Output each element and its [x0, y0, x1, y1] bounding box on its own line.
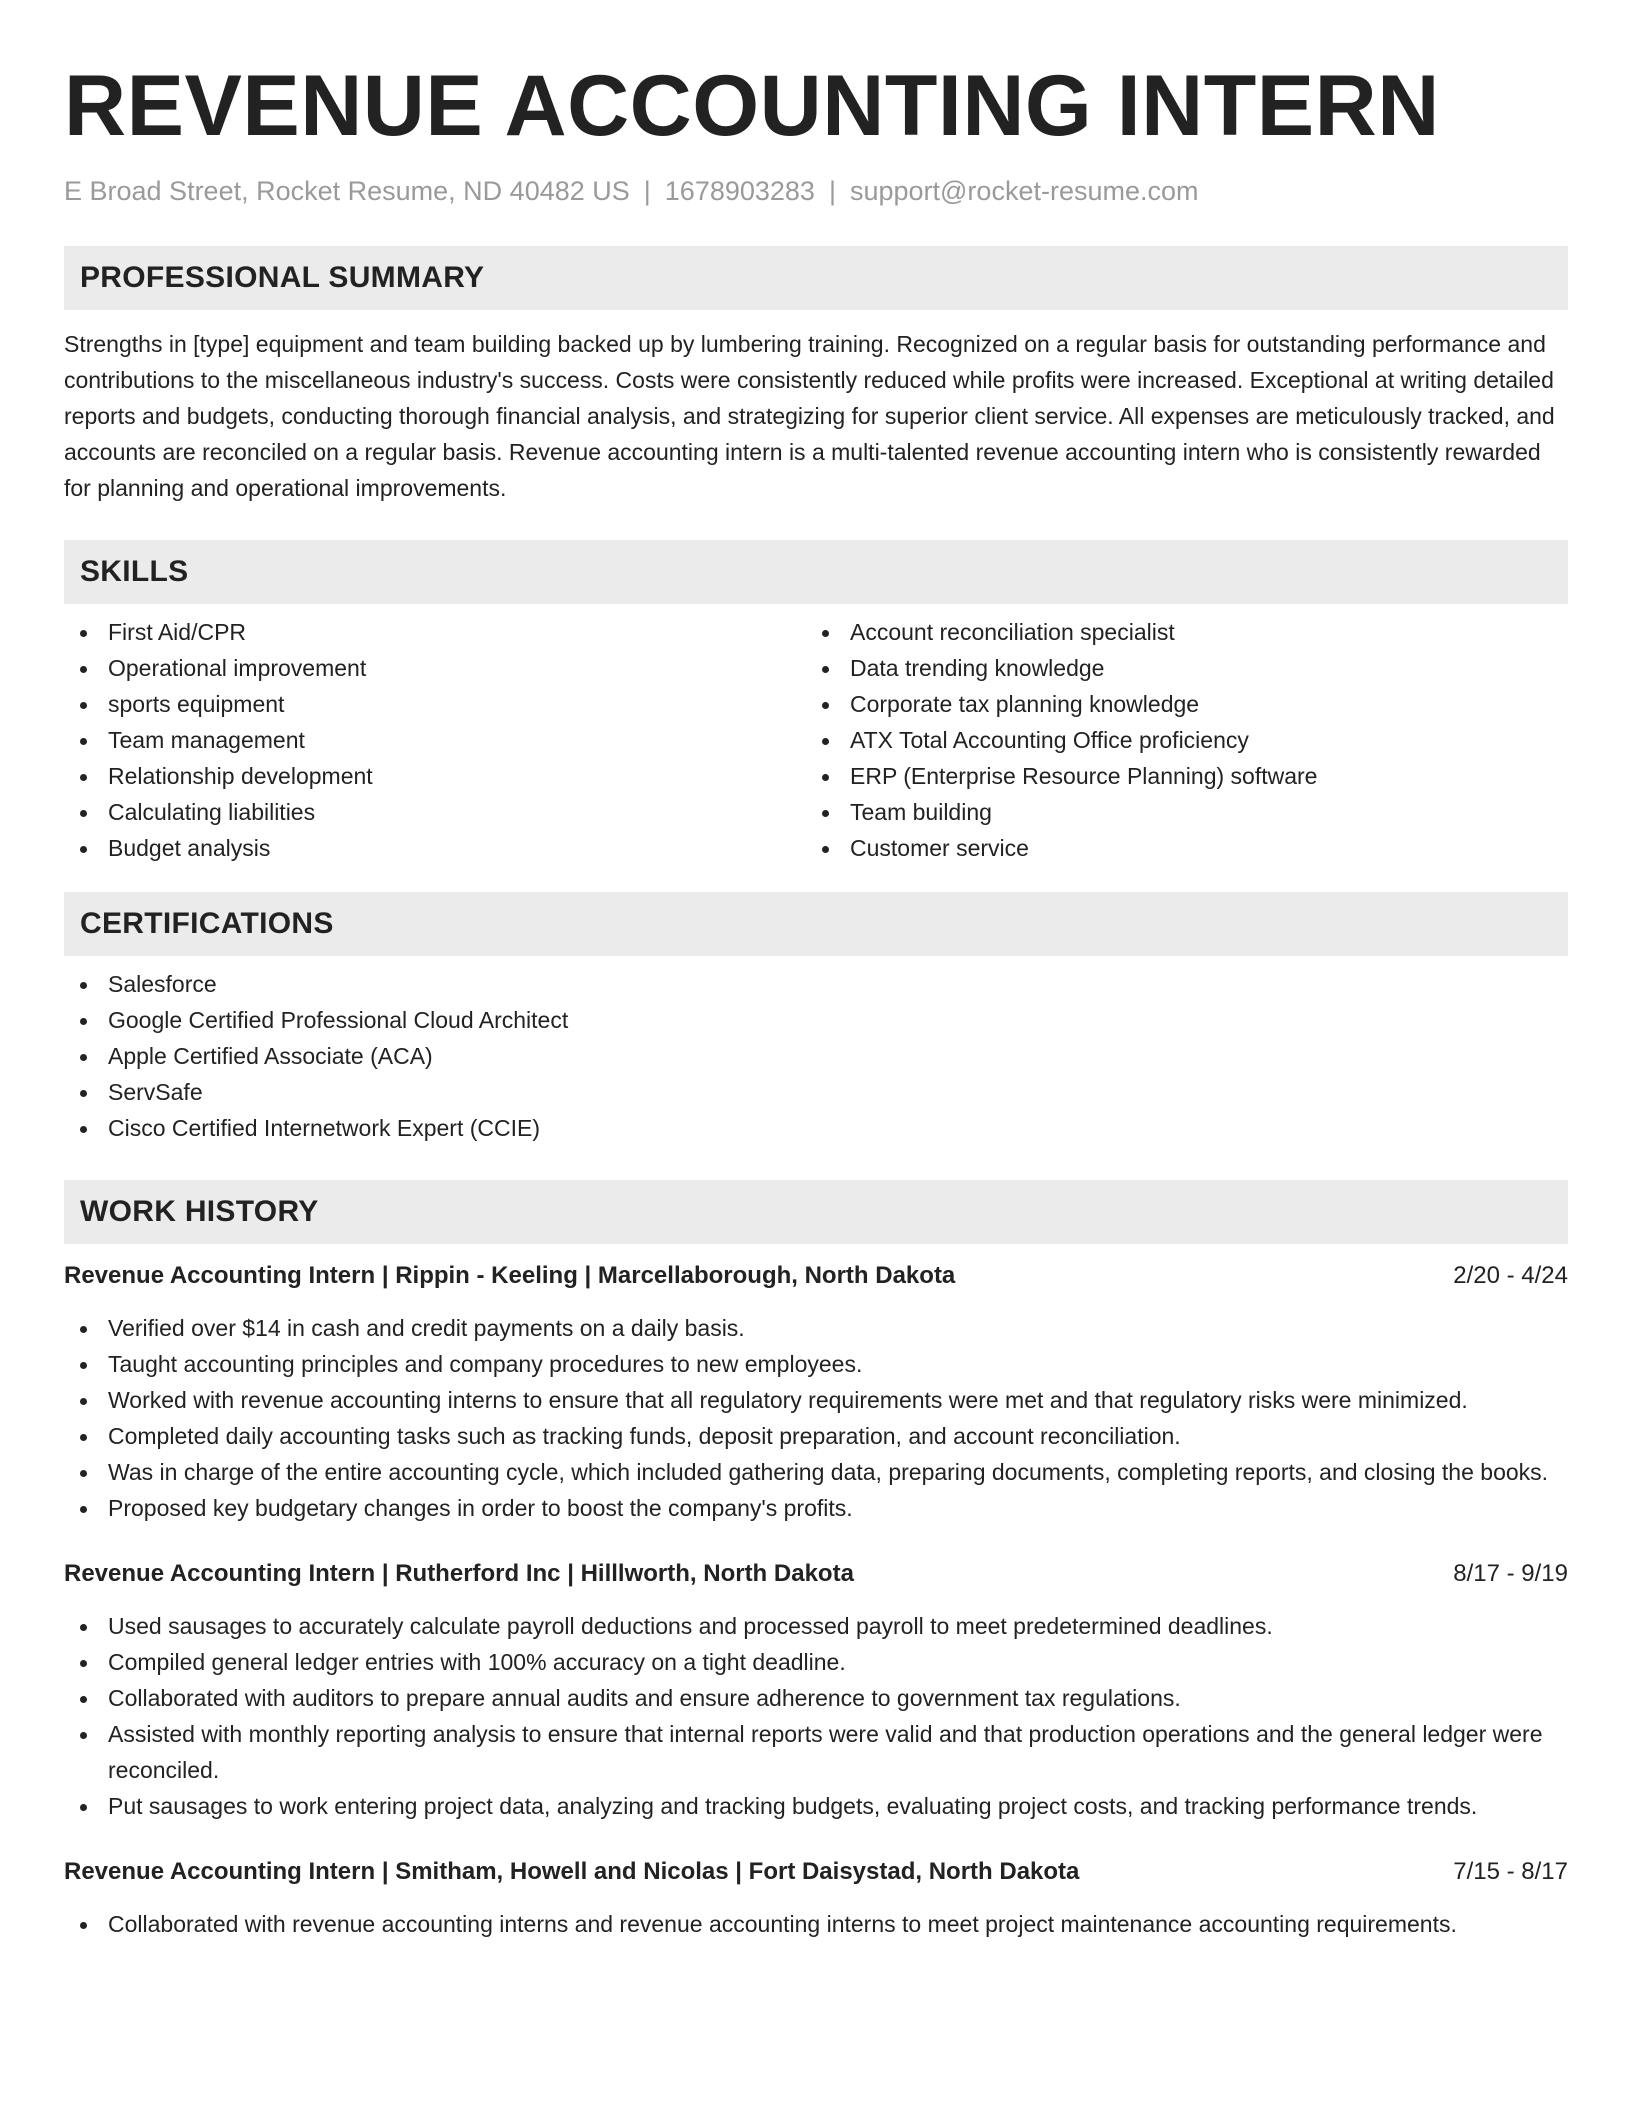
skill-item: sports equipment	[64, 686, 806, 722]
contact-phone: 1678903283	[664, 176, 815, 206]
skill-item: Team building	[806, 794, 1548, 830]
job-bullet: Collaborated with auditors to prepare annual audits and ensure adherence to government tax regulations.	[64, 1680, 1568, 1716]
skills-section-title: SKILLS	[80, 555, 189, 588]
job-title: Revenue Accounting Intern | Rutherford Inc | Hilllworth, North Dakota	[64, 1560, 854, 1587]
certification-item: Apple Certified Associate (ACA)	[64, 1038, 1568, 1074]
job-heading-row	[64, 1556, 1568, 1592]
job-bullet: Put sausages to work entering project data, analyzing and tracking budgets, evaluating project costs, and tracking performance trends.	[64, 1788, 1568, 1824]
job-bullet: Verified over $14 in cash and credit payments on a daily basis.	[64, 1310, 1568, 1346]
job-title: Revenue Accounting Intern | Smitham, Howell and Nicolas | Fort Daisystad, North Dakota	[64, 1858, 1080, 1885]
certification-item: Salesforce	[64, 966, 1568, 1002]
skills-grid	[64, 614, 1568, 866]
job-heading-row	[64, 1258, 1568, 1294]
skill-item: Relationship development	[64, 758, 806, 794]
job-bullet: Used sausages to accurately calculate payroll deductions and processed payroll to meet predetermined deadlines.	[64, 1608, 1568, 1644]
skill-item: ERP (Enterprise Resource Planning) software	[806, 758, 1548, 794]
job-bullets	[64, 1608, 1568, 1824]
job-bullets	[64, 1906, 1568, 1942]
job-bullet: Was in charge of the entire accounting cycle, which included gathering data, preparing documents, completing reports, and closing the books.	[64, 1454, 1568, 1490]
skill-item: ATX Total Accounting Office proficiency	[806, 722, 1548, 758]
contact-email[interactable]: support@rocket-resume.com	[849, 176, 1199, 206]
resume-page	[64, 0, 1568, 1942]
job-bullet: Worked with revenue accounting interns to ensure that all regulatory requirements were met and that regulatory risks were minimized.	[64, 1382, 1568, 1418]
job-bullet: Assisted with monthly reporting analysis to ensure that internal reports were valid and that production operations and the general ledger were reconciled.	[64, 1716, 1568, 1788]
summary-text: Strengths in [type] equipment and team building backed up by lumbering training. Recognized on a regular basis for outstanding performance and contributions to the miscellaneous industry's success. Costs were consistently reduced while profits were increased. Exceptional at writing detailed reports and budgets, conducting thorough financial analysis, and strategizing for superior client service. All expenses are meticulously tracked, and accounts are reconciled on a regular basis. Revenue accounting intern is a multi-talented revenue accounting intern who is consistently rewarded for planning and operational improvements.	[64, 331, 1555, 501]
skill-item: Corporate tax planning knowledge	[806, 686, 1548, 722]
certification-item: Cisco Certified Internetwork Expert (CCIE)	[64, 1110, 1568, 1146]
job-bullet: Completed daily accounting tasks such as tracking funds, deposit preparation, and account reconciliation.	[64, 1418, 1568, 1454]
certifications-list	[64, 966, 1568, 1146]
job-bullet: Proposed key budgetary changes in order to boost the company's profits.	[64, 1490, 1568, 1526]
contact-separator: |	[643, 176, 651, 206]
job-dates: 7/15 - 8/17	[1453, 1858, 1568, 1885]
skill-item: First Aid/CPR	[64, 614, 806, 650]
certifications-section-title: CERTIFICATIONS	[80, 907, 334, 940]
contact-line	[64, 174, 1568, 208]
certification-item: Google Certified Professional Cloud Architect	[64, 1002, 1568, 1038]
job-title: Revenue Accounting Intern | Rippin - Keeling | Marcellaborough, North Dakota	[64, 1262, 956, 1289]
skill-item: Operational improvement	[64, 650, 806, 686]
job-bullet: Collaborated with revenue accounting interns and revenue accounting interns to meet project maintenance accounting requirements.	[64, 1906, 1568, 1942]
work-section-title: WORK HISTORY	[80, 1195, 319, 1228]
skills-list-left	[64, 614, 806, 866]
contact-separator: |	[828, 176, 836, 206]
summary-section-title: PROFESSIONAL SUMMARY	[80, 261, 485, 294]
certifications-section-header	[64, 892, 1568, 956]
skill-item: Data trending knowledge	[806, 650, 1548, 686]
contact-address: E Broad Street, Rocket Resume, ND 40482 US	[64, 176, 630, 206]
job-bullet: Compiled general ledger entries with 100% accuracy on a tight deadline.	[64, 1644, 1568, 1680]
job-entry	[64, 1854, 1568, 1942]
candidate-name: REVENUE ACCOUNTING INTERN	[64, 58, 1440, 154]
job-bullets	[64, 1310, 1568, 1526]
skill-item: Budget analysis	[64, 830, 806, 866]
job-heading-row	[64, 1854, 1568, 1890]
skill-item: Customer service	[806, 830, 1548, 866]
job-dates: 8/17 - 9/19	[1453, 1560, 1568, 1587]
job-dates: 2/20 - 4/24	[1453, 1262, 1568, 1289]
skill-item: Account reconciliation specialist	[806, 614, 1548, 650]
work-section-header	[64, 1180, 1568, 1244]
skills-section-header	[64, 540, 1568, 604]
job-entry	[64, 1258, 1568, 1526]
job-bullet: Taught accounting principles and company procedures to new employees.	[64, 1346, 1568, 1382]
summary-section-header	[64, 246, 1568, 310]
skill-item: Team management	[64, 722, 806, 758]
skills-list-right	[806, 614, 1548, 866]
certification-item: ServSafe	[64, 1074, 1568, 1110]
skill-item: Calculating liabilities	[64, 794, 806, 830]
job-entry	[64, 1556, 1568, 1824]
